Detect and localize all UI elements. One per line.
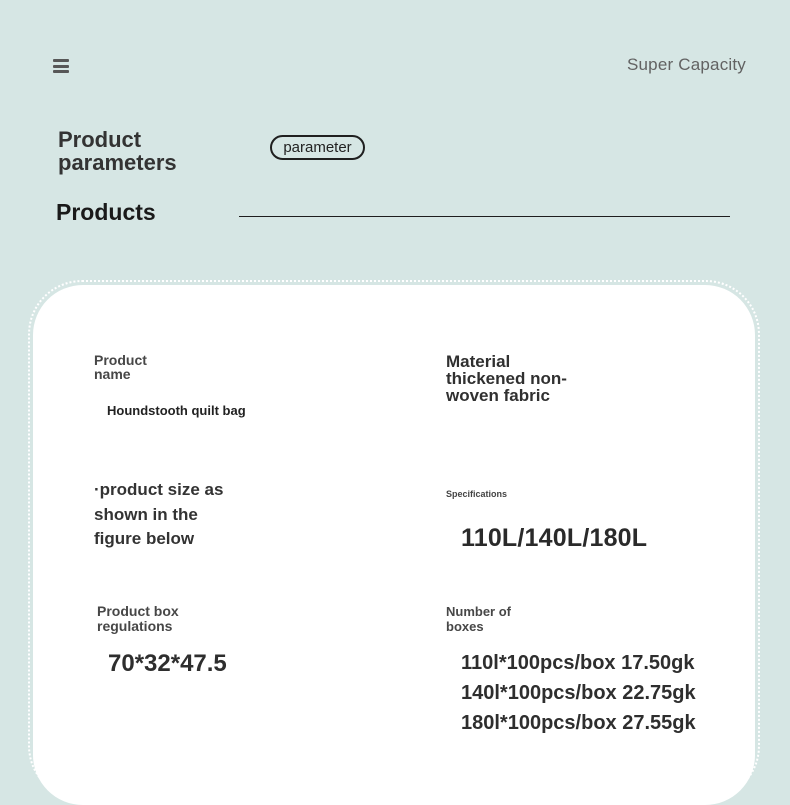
box-regulations-value: 70*32*47.5 — [108, 650, 227, 677]
size-note: ·product size as shown in the figure below — [94, 480, 224, 548]
hamburger-menu-icon[interactable] — [53, 59, 69, 73]
product-name-value: Houndstooth quilt bag — [107, 403, 246, 418]
products-heading: Products — [56, 199, 156, 225]
section-title: Product parameters — [58, 127, 177, 175]
specifications-label: Specifications — [446, 489, 508, 499]
menu-bar — [53, 59, 69, 62]
specifications-value: 110L/140L/180L — [461, 524, 648, 552]
box-count-item: 180l*100pcs/box 27.55gk — [461, 712, 696, 734]
number-of-boxes-label: Number of boxes — [446, 604, 511, 634]
box-count-item: 140l*100pcs/box 22.75gk — [461, 682, 696, 704]
divider-line — [239, 216, 730, 217]
menu-bar — [53, 70, 69, 73]
super-capacity-tagline: Super Capacity — [626, 55, 746, 74]
number-of-boxes-list — [461, 648, 696, 738]
box-regulations-label: Product box regulations — [97, 603, 179, 634]
menu-bar — [53, 65, 69, 68]
material-label: Material thickened non-woven fabric — [446, 352, 567, 405]
product-name-label: Product name — [94, 352, 147, 382]
box-count-item: 110l*100pcs/box 17.50gk — [461, 652, 695, 674]
parameter-badge: parameter — [270, 135, 365, 160]
